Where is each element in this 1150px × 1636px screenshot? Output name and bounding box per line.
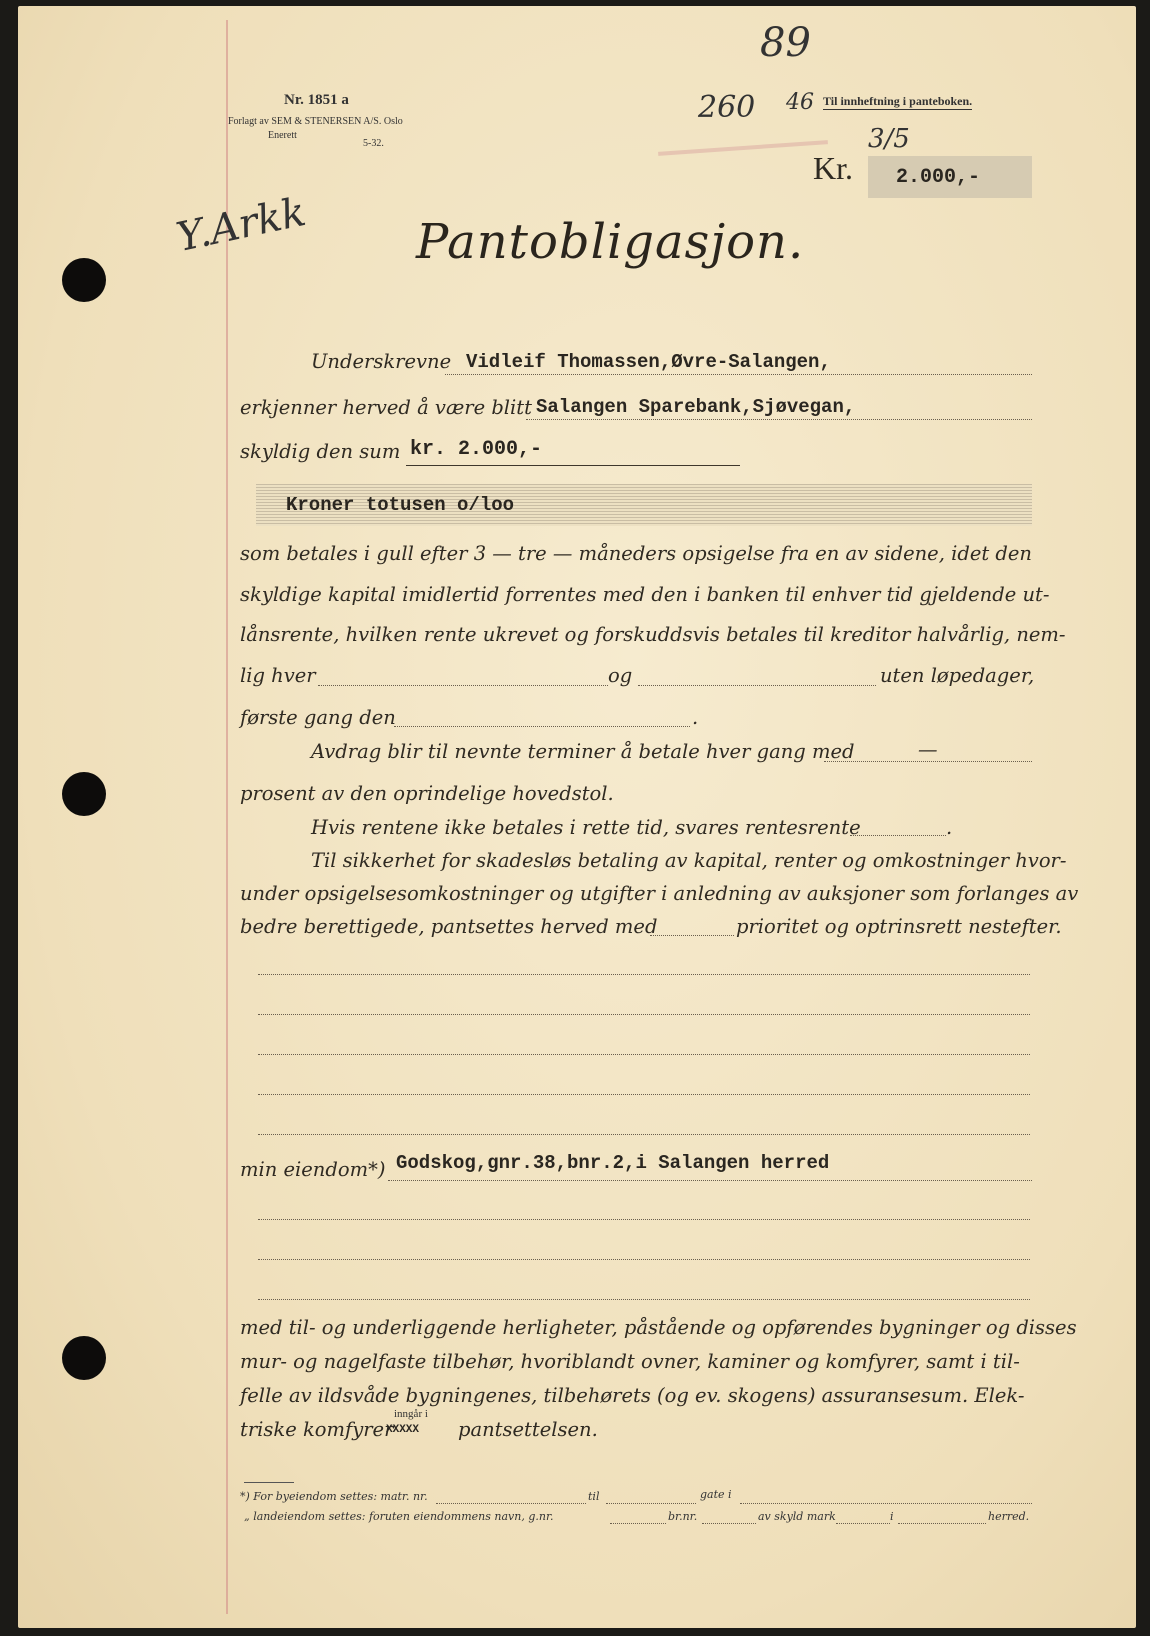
document-title: Pantobligasjon.: [416, 214, 805, 270]
property-label: min eiendom*): [240, 1158, 386, 1181]
footnote-line: til: [588, 1490, 600, 1503]
body-line: uten løpedager,: [880, 664, 1035, 687]
body-dash: —: [918, 738, 938, 761]
footnote-line: „ landeiendom settes: foruten eiendommens navn, g.nr.: [244, 1510, 554, 1523]
body-line: Avdrag blir til nevnte terminer å betale hver gang med: [311, 740, 855, 763]
blank-dotted: [650, 934, 734, 936]
sum-value: kr. 2.000,-: [410, 438, 543, 461]
body-line: lig hver: [240, 664, 316, 687]
body-line: mur- og nagelfaste tilbehør, hvoriblandt ovner, kaminer og komfyrer, samt i til-: [240, 1350, 1020, 1373]
blank-dotted: [258, 1014, 1030, 1015]
blank-dotted: [702, 1522, 756, 1524]
blank-dotted: [610, 1522, 666, 1524]
undersigned-value: Vidleif Thomassen,Øvre-Salangen,: [466, 351, 831, 373]
blank-dotted: [850, 834, 946, 836]
body-line: med til- og underliggende herligheter, påstående og opførendes bygninger og disses: [240, 1316, 1077, 1339]
blank-dotted: [318, 684, 608, 686]
blank-dotted: [740, 1502, 1032, 1504]
body-line: skyldige kapital imidlertid forrentes med den i banken til enhver tid gjeldende ut-: [240, 583, 1050, 606]
blank-dotted: [258, 1094, 1030, 1095]
punch-hole: [62, 772, 106, 816]
creditor-value: Salangen Sparebank,Sjøvegan,: [536, 396, 856, 418]
document-page: [18, 6, 1136, 1628]
undersigned-label: Underskrevne: [311, 350, 452, 373]
body-line: Til sikkerhet for skadesløs betaling av kapital, renter og omkostninger hvor-: [311, 849, 1067, 872]
body-line: og: [608, 664, 633, 687]
inserted-text: inngår i: [394, 1408, 428, 1420]
margin-line: [226, 20, 228, 1614]
sum-line: [406, 464, 740, 466]
handwritten-mark: Y.Arkk: [172, 188, 310, 262]
body-line: pantsettelsen.: [458, 1418, 598, 1441]
undersigned-line: [445, 373, 1032, 375]
body-line: prosent av den oprindelige hovedstol.: [240, 782, 614, 805]
publisher-enerett: Enerett: [268, 130, 297, 141]
footnote-line: herred.: [988, 1510, 1030, 1523]
creditor-line: [526, 418, 1032, 420]
body-line: første gang den: [240, 706, 396, 729]
page-number: 89: [760, 20, 811, 66]
blank-dotted: [258, 1299, 1030, 1300]
body-line: bedre berettigede, pantsettes herved med: [240, 915, 658, 938]
amount-box: [868, 156, 1032, 198]
footnote-line: i: [890, 1510, 894, 1523]
footnote-line: br.nr.: [668, 1510, 698, 1523]
blank-dotted: [436, 1502, 586, 1504]
body-line: under opsigelsesomkostninger og utgifter i anledning av auksjoner som forlanges av: [240, 882, 1079, 905]
property-line: [388, 1179, 1032, 1181]
footnote-line: av skyld mark: [758, 1510, 836, 1523]
creditor-label: erkjenner herved å være blitt: [240, 396, 532, 419]
publisher-date: 5-32.: [363, 138, 384, 149]
body-line: lånsrente, hvilken rente ukrevet og forskuddsvis betales til kreditor halvårlig, nem-: [240, 623, 1066, 646]
blank-dotted: [638, 684, 876, 686]
blank-dotted: [394, 725, 690, 727]
sum-words: Kroner totusen o/loo: [286, 494, 515, 516]
body-line: prioritet og optrinsrett nestefter.: [736, 915, 1062, 938]
registration-date: 3/5: [868, 124, 910, 154]
registration-number: 260: [698, 90, 756, 125]
blank-dotted: [898, 1522, 986, 1524]
registration-year: 46: [786, 90, 814, 115]
body-line: .: [692, 706, 699, 729]
blank-dotted: [606, 1502, 696, 1504]
blank-dotted: [258, 1259, 1030, 1260]
blank-dotted: [258, 1134, 1030, 1135]
punch-hole: [62, 258, 106, 302]
blank-dotted: [258, 1054, 1030, 1055]
property-value: Godskog,gnr.38,bnr.2,i Salangen herred: [396, 1152, 830, 1174]
body-line: triske komfyrer: [240, 1418, 394, 1441]
body-line: felle av ildsvåde bygningenes, tilbehørets (og ev. skogens) assuransesum. Elek-: [240, 1384, 1025, 1407]
punch-hole: [62, 1336, 106, 1380]
struck-text: XXXXX: [386, 1424, 420, 1436]
amount-value: 2.000,-: [896, 166, 981, 189]
body-line: som betales i gull efter 3 — tre — måneders opsigelse fra en av sidene, idet den: [240, 542, 1032, 565]
footnote-line: *) For byeiendom settes: matr. nr.: [240, 1490, 428, 1503]
amount-label: Kr.: [813, 150, 853, 186]
registration-label: Til innheftning i panteboken.: [823, 94, 973, 108]
publisher-line: Forlagt av SEM & STENERSEN A/S. Oslo: [228, 116, 403, 127]
body-line: .: [946, 816, 953, 839]
sum-label: skyldig den sum: [240, 440, 401, 463]
blank-dotted: [258, 974, 1030, 975]
form-number: Nr. 1851 a: [284, 92, 349, 108]
blank-dotted: [836, 1522, 890, 1524]
faded-stamp: [658, 140, 828, 156]
footnote-rule: [244, 1482, 294, 1483]
footnote-line: gate i: [700, 1488, 732, 1501]
blank-dotted: [258, 1219, 1030, 1220]
body-line: Hvis rentene ikke betales i rette tid, svares rentesrente: [311, 816, 861, 839]
